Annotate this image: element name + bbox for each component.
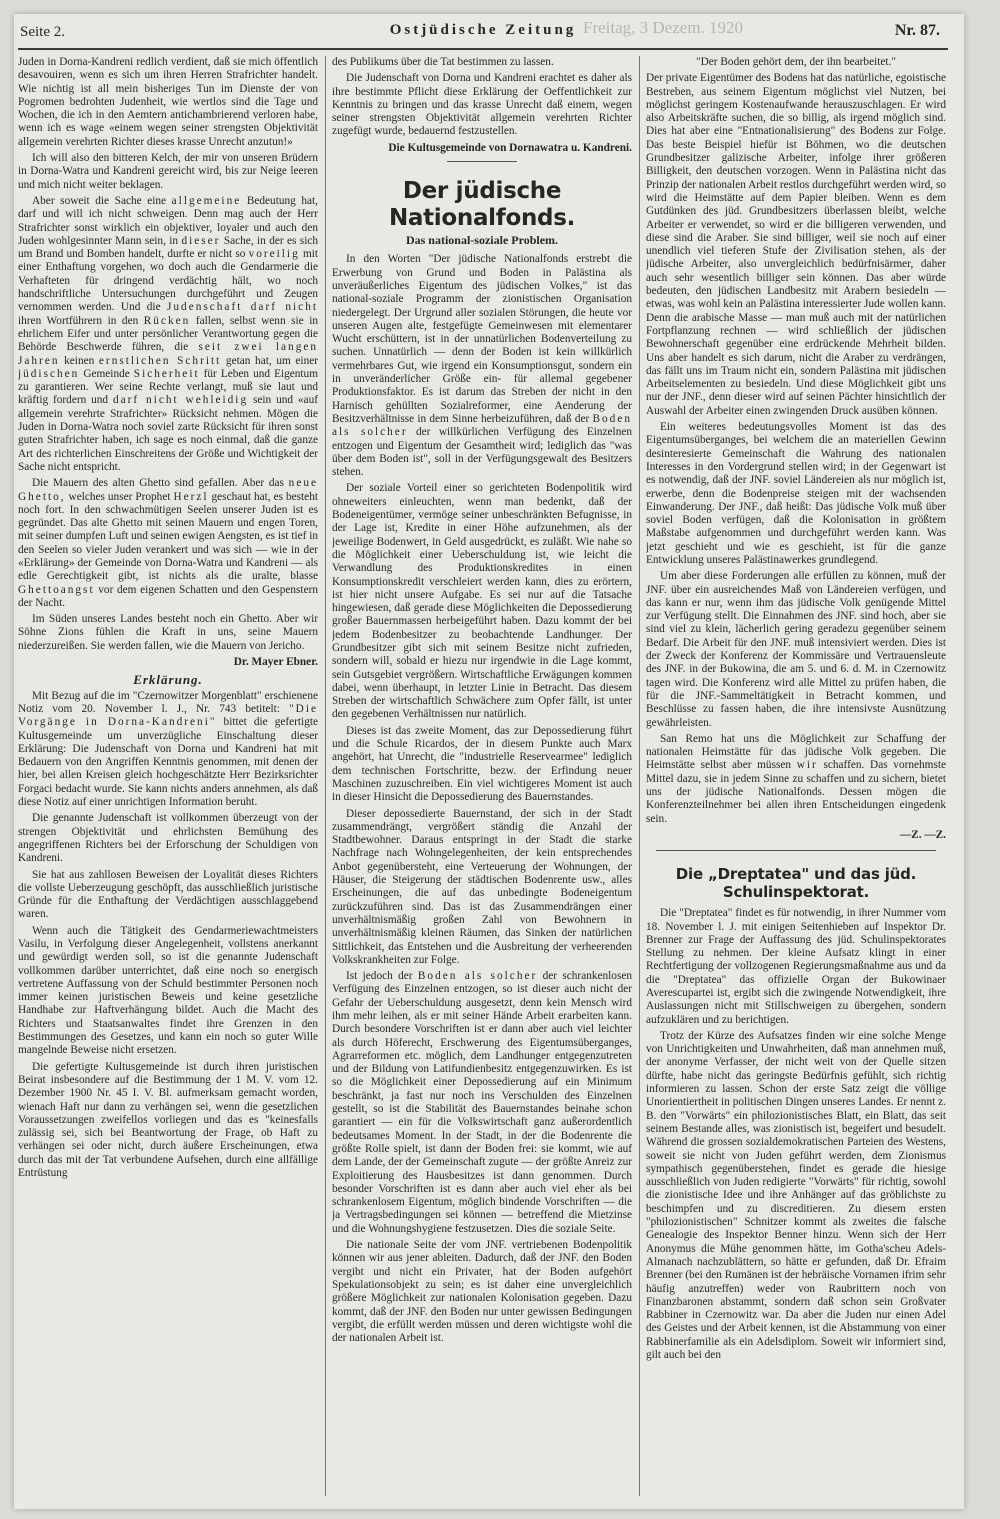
newspaper-page [14, 14, 964, 1509]
column-1 [18, 56, 318, 1496]
divider [447, 161, 517, 162]
column-rule [639, 56, 640, 1496]
paragraph: Die Judenschaft von Dorna und Kandreni erachtet es daher als ihre bestimmte Pflicht diese Erklärung der Oeffentlichkeit zur Kenntnis zu bringen und das krasse Unrecht daß einem, wegen seiner strengsten Objektivität allgemein verehrten Richter zugefügt wurde, bedauernd festzustellen. [332, 72, 632, 138]
section-heading: Erklärung. [133, 672, 203, 688]
article-headline: Der jüdische Nationalfonds. [388, 178, 576, 232]
page-number: Seite 2. [20, 24, 65, 40]
author-signature: —Z. —Z. [899, 828, 946, 841]
paragraph: Dieser depossedierte Bauernstand, der sich in der Stadt zusammendrängt, vergrößert ständig die Anzahl der Stadtbewohner. Daraus entspringt in der Stadt die starke Nachfrage nach Wohngelegenheiten, der kein entsprechendes Anbot gegenübersteht, eine Verteuerung der Wohnungen, der Häuser, die Steigerung der städtischen Bodenrente usw., alles Erscheinungen, die auf das unbedingte Bodeneigentum zurückzuführen sind. Das ist das Zusammendrängen einer unverhältnismäßig großen Zahl von Bewohnern in unverhältnismäßig kleinen Räumen, das Sinken der natürlichen Sittlichkeit, das Entstehen und die Ausbreitung der verheerenden Volkskrankheiten zur Folge. [332, 807, 632, 966]
paragraph: Der private Eigentümer des Bodens hat das natürliche, egoistische Bestreben, aus seinem Eigentum möglichst viel Nutzen, bei möglichst geringem Kostenaufwande herauszuschlagen. Er wird also Arbeitskräfte suchen, die so billig, als irgend möglich sind. Dies hat aber eine "Entnationalisierung" des Bodens zur Folge. Das beste Beispiel hiefür ist Böhmen, wo die deutschen Grundbesitzer galizische Arbeiter, infolge ihrer größeren Billigkeit, den deutschen vorzogen. Wenn in Palästina nicht das Prinzip der nationalen Arbeit restlos durchgeführt werden wird, so wird die Heimstätte auf dem Papier bleiben. Wenn es dem Gutdünken des jüd. Grundbesitzers überlassen bleibt, welche Arbeiter er verwendet, so wird er die billigeren verwenden, und diese sind die Araber. Sie sind billiger, weil sie noch auf einer unendlich viel tieferen Stufe der Zivilisation stehen, als der jüdische Arbeiter, also unvergleichlich bedürfnisärmer, daher auch sehr wesentlich billiger sein können. Das aber würde bedeuten, den jüdischen Landbesitz mit Arabern besiedeln — etwas, was wohl kein an Palästina interessierter Jude wollen kann. Denn die arabische Masse — man muß auch mit der natürlichen Fortpflanzung rechnen — wird schließlich der jüdischen Bewohnerschaft gegenüber eine erdrückende Mehrheit bilden. Uns aber handelt es sich darum, nicht die Araber zu verdrängen, das fällt uns im Traum nicht ein, sondern Palästina mit jüdischen Arbeitselementen zu besiedeln. Und diese Möglichkeit gibt uns nur der JNF., denn dieser wird auf seinen Pächter hinsichtlich der Auswahl der Arbeiter einen zwingenden Druck ausüben können. [646, 72, 946, 417]
paragraph: In den Worten "Der jüdische Nationalfonds erstrebt die Erwerbung von Grund und Boden in Palästina als unveräußerliches Eigentum des jüdischen Volkes," ist das national-soziale Programm der zionistischen Organisation niedergelegt. Der Urgrund aller sozialen Störungen, die heute vor unseren Augen alte, festgefügte Gemeinwesen mit elementarer Wucht erschüttern, ist in der unnatürlichen Bodenverteilung zu suchen. Unnatürlich — denn der Boden ist kein willkürlich vermehrbares Gut, wie irgend ein Konsumptionsgut, sondern ein in unveränderlicher Größe ein- für allemal gegebener Produktionsfaktor. Es ist darum das Streben der nicht in den Harnisch gehüllten Sozialreformer, eine Aenderung der Besitzverhältnisse in dem Sinne herbeizuführen, daß der Boden als solcher der willkürlichen Verfügung des Einzelnen entzogen und Eigentum der Gesamtheit wird; lediglich das "was über dem Boden ist", soll in der Verfügungsgewalt des Besitzers stehen. [332, 253, 632, 479]
article-subheadline: Das national-soziale Problem. [405, 233, 559, 248]
issue-number: Nr. 87. [894, 22, 940, 39]
paragraph: Die gefertigte Kultusgemeinde ist durch ihren juristischen Beirat insbesondere auf die Bestimmung der 1 M. V. vom 12. Dezember 1900 Nr. 45 I. V. Bl. aufmerksam gemacht worden, wienach Haft nur dann zu verhängen sei, wenn die gesetzlichen Voraussetzungen zweifellos vorliegen und das es "keinesfalls zulässig sei, sich bei Beantwortung der Frage, ob Haft zu verhängen sei oder nicht, durch äußere Erscheinungen, etwa durch das mit der Tat verbundene Aufsehen, durch eine allfällige Entrüstung [18, 1060, 318, 1180]
paragraph: Die genannte Judenschaft ist vollkommen überzeugt von der strengen Objektivität und ehrlichsten Bemühung des angegriffenen Richters bei der Erforschung der Schuldigen von Kandreni. [18, 812, 318, 865]
paragraph: Der soziale Vorteil einer so gerichteten Bodenpolitik wird ohneweiters einleuchten, wenn man bedenkt, daß der Bodeneigentümer, vermöge seiner unbeschränkten Befugnisse, in der Lage ist, Kredite in einer Höhe aufzunehmen, als der jeweilige Bodenwert, in Geld ausgedrückt, es zuläßt. Wie nahe so die Möglichkeit einer Ueberschuldung ist, wie leicht die Verwandlung des Produktionskredites in einen Konsumptionskredit verschleiert werden kann, dies zu erörtern, ist hier nicht unsere Aufgabe. Es sei nur auf die Tatsache hingewiesen, daß gerade diese Möglichkeiten die Depossedierung großer Bauernmassen herbeigeführt haben. Dazu kommt der bei jedem Bodenbesitzer zu beobachtende Landhunger. Der Grundbesitzer gibt sich mit seinem Besitze nicht zufrieden, sondern will, sobald er hiezu nur irgendwie in die Lage kommt, sein Gutsgebiet vergrößern. Wirtschaftliche Erwägungen kommen dabei, wenn überhaupt, in letzter Linie in Betracht. Das diesem Streben der wirtschaftlich Schwächere zum Opfer fällt, ist unter den gegebenen Verhältnissen nur natürlich. [332, 482, 632, 721]
author-signature: Dr. Mayer Ebner. [233, 656, 318, 669]
column-2 [332, 56, 632, 1496]
article-headline: Die „Dreptatea" und das jüd. Schulinspektorat. [675, 865, 917, 902]
paragraph: Ist jedoch der Boden als solcher der schrankenlosen Verfügung des Einzelnen entzogen, so ist dieser auch nicht der Gefahr der Ueberschuldung ausgesetzt, denn kein Mensch wird ihm mehr leihen, als er mit seiner Hände Arbeit erarbeiten kann. Durch besondere Vorschriften ist er dann aber auch viel leichter als durch Höferecht, Erschwerung des Eigentumsüberganges, Agrarreformen etc. möglich, dem Landhunger entgegenzutreten und der Bildung von Latifundienbesitz entgegenzuwirken. Es ist so die Möglichkeit einer Depossedierung auf ein Minimum beschränkt, ja fast nur noch ins Verschulden des Einzelnen gestellt, so ist die Stabilität des Bauernstandes beinahe schon garantiert — ein für die Volkswirtschaft ganz außerordentlich bedeutsames Moment. In der Stadt, in der die Bodenrente die größte Rolle spielt, ist dann der Boden frei: sie kommt, wie auf dem Lande, der der Gemeinschaft zugute — der größte Anreiz zur Exploitierung des Hausbesitzes ist dann genommen. Durch besonder Vorschriften ist es dann aber auch viel eher als bei schrankenlosem Eigentum, möglich bindende Vorschriften — die ja Vertragsbedingungen sei können — betreffend die Mietzinse und die Wohnungshygiene festzusetzen. Dies die soziale Seite. [332, 970, 632, 1235]
paragraph: Sie hat aus zahllosen Beweisen der Loyalität dieses Richters die vollste Ueberzeugung geschöpft, das ausschließlich juristische Gründe für die Enthaftung der Verdächtigen ausschlaggebend waren. [18, 868, 318, 921]
paragraph: Die nationale Seite der vom JNF. vertriebenen Bodenpolitik können wir aus jener ableiten. Dadurch, daß der JNF. den Boden vergibt und nicht ein Privater, hat der Boden aufgehört Spekulationsobjekt zu sein; es ist daher eine unvergleichlich größere Möglichkeit zur nationalen Kolonisation gegeben. Dazu kommt, daß der JNF. den Boden nur unter gewissen Bedingungen vergibt, die erfüllt werden müssen und deren wichtigste wohl die der nationalen Arbeit ist. [332, 1239, 632, 1345]
divider [656, 850, 936, 851]
paragraph: Im Süden unseres Landes besteht noch ein Ghetto. Aber wir Söhne Zions fühlen die Kraft in uns, seine Mauern niederzureißen. Sie werden fallen, wie die Mauern von Jericho. [18, 613, 318, 652]
paragraph: Mit Bezug auf die im "Czernowitzer Morgenblatt" erschienene Notiz vom 20. November l. J., Nr. 743 betitelt: "Die Vorgänge in Dorna-Kandreni" bittet die gefertigte Kultusgemeinde um unverzügliche Einschaltung dieser Erklärung: Die Judenschaft von Dorna und Kandreni hat mit Bedauern von den Angriffen Kenntnis genommen, mit denen der hier, bei allen Kreisen gleich hochgeschätzte Herr Bezirksrichter Forgaci bedacht wurde. Sie kann nichts anders annehmen, als daß diese Notiz auf einer unrichtigen Information beruht. [18, 689, 318, 809]
paragraph: Um aber diese Forderungen alle erfüllen zu können, muß der JNF. über ein ausreichendes Maß von Ländereien verfügen, und das kann er nur, wenn ihm das jüdische Volk genügende Mittel zur Verfügung stellt. Die Einnahmen des JNF. sind hoch, aber sie sind viel zu klein, lächerlich gering geradezu gegenüber seinem Bedarf. Die Arbeit für den JNF. muß intensiviert werden. Dies ist der Zweck der Konferenz der Kommissäre und Vertrauensleute des JNF. in der Bukowina, die am 5. und 6. d. M. in Czernowitz tagen wird. Die Konferenz wird alle Mittel zu prüfen haben, die für die JNF.-Sammeltätigkeit in Betracht kommen, und Beschlüsse zu fassen haben, die ihre intensivste Ausnützung gewährleisten. [646, 570, 946, 729]
paragraph: Die "Dreptatea" findet es für notwendig, in ihrer Nummer vom 18. November l. J. mit einigen Seitenhieben auf Inspektor Dr. Brenner zur Frage der Auffassung des jüd. Schulinspektorates Stellung zu nehmen. Der kleine Aufsatz klingt in einer Rechtfertigung der vollzogenen Regierungsmaßnahme aus und da die "Dreptatea" das offizielle Organ der Bukowinaer Averescupartei ist, ergibt sich die zwingende Notwendigkeit, ihre Auslassungen nicht mit Stillschweigen zu übergehen, sondern aufzuklären und zu berichtigen. [646, 907, 946, 1026]
signature: Die Kultusgemeinde von Dornawatra u. Kandreni. [388, 141, 632, 154]
paper-title: Ostjüdische Zeitung [389, 22, 577, 38]
paragraph: Die Mauern des alten Ghetto sind gefallen. Aber das neue Ghetto, welches unser Prophet Herzl geschaut hat, es besteht noch fort. In den schwachmütigen Seelen unserer Juden ist es gegründet. Das alte Ghetto mit seinen Mauern und engen Toren, mit seiner dumpfen Luft und seinen ewigen Aengsten, es ist tief in den Seelen so vieler Juden verankert und was sich — wie in der «Erklärung» der Gemeinde von Dorna-Watra und Kandreni — als edle Gerechtigkeit gibt, ist nichts als die uralte, blasse Ghettoangst vor dem eigenen Schatten und den Gespenstern der Nacht. [18, 477, 318, 609]
paragraph: San Remo hat uns die Möglichkeit zur Schaffung der nationalen Heimstätte für das jüdische Volk gegeben. Die Heimstätte selbst aber müssen wir schaffen. Das vornehmste Mittel dazu, sie in jedem Sinne zu schaffen und zu sichern, bietet uns der jüdische Nationalfonds. Dessen mögen die Konferenzteilnehmer bei allen ihren Entscheidungen eingedenk sein. [646, 732, 946, 825]
paragraph: Ich will also den bitteren Kelch, der mir von unseren Brüdern in Dorna-Watra und Kandreni gereicht wird, bis zur Neige leeren und mich nicht weiter beklagen. [18, 152, 318, 191]
masthead [18, 18, 948, 50]
quote: "Der Boden gehört dem, der ihn bearbeitet." [696, 56, 896, 68]
paragraph: Juden in Dorna-Kandreni redlich verdient, daß sie mich öffentlich desavouiren, wenn es sich um ihren Herren Strafrichter handelt. Wie nichtig ist all mein bisheriges Tun im Dienste der von Pogromen bedrohten Judenheit, wie wertlos sind die Tage und Wochen, die ich in den Aemtern antichambrierend verloren habe, wenn ich es wage «einem wegen seiner strengsten Objektivität allgemein verehrten Richter dieses krasse Unrecht anzutun!» [18, 56, 318, 148]
paragraph: Aber soweit die Sache eine allgemeine Bedeutung hat, darf und will ich nicht schweigen. Denn mag auch der Herr Strafrichter sonst wirklich ein objektiver, loyaler und auch den Juden wohlgesinnter Mann sein, in dieser Sache, in der es sich um Brand und Bomben handelt, durfte er nicht so voreilig mit einer Enthaftung vorgehen, wo doch auch die Gendarmerie die Verhafteten für dringend verdächtig hält, wo noch handschriftliche Untersuchungen durchgeführt und Zeugen vernommen werden. Und die Judenschaft darf nicht ihren Wortführern in den Rücken fallen, selbst wenn sie in ehrlichem Eifer und unter persönlicher Verantwortung gegen die Behörde Beschwerde führen, die seit zwei langen Jahren keinen ernstlichen Schritt getan hat, um einer jüdischen Gemeinde Sicherheit für Leben und Eigentum zu garantieren. Wer seine Rechte verlangt, muß sie laut und kräftig fordern und darf nicht wehleidig sein und «auf allgemein verehrte Strafrichter» Rücksicht nehmen. Mögen die Juden in Dorna-Watra noch soviel zarte Rücksicht für ihren sonst guten Strafrichter haben, ich sage es noch einmal, daß die ganze Art des richterlichen Einschreitens der Größe und Wichtigkeit der Sache nicht entspricht. [18, 194, 318, 473]
paragraph: des Publikums über die Tat bestimmen zu lassen. [332, 56, 554, 68]
column-rule [325, 56, 326, 1496]
column-3 [646, 56, 946, 1496]
paragraph: Trotz der Kürze des Aufsatzes finden wir eine solche Menge von Unrichtigkeiten und Unwahrheiten, daß man annehmen muß, der anonyme Verfasser, der nicht weit von der Quelle sitzen dürfte, habe nicht das geringste Bedürfnis gefühlt, sich richtig informieren zu lassen. Schon der erste Satz zeigt die völlige Unorientiertheit in politischen Dingen unseres Landes. Er nennt z. B. den "Vorwärts" ein philozionistisches Blatt, ein Blatt, das seit seinem Bestande alles, was zionistisch ist, begeifert und besudelt. Während die grossen sozialdemokratischen Parteien des Westens, soweit sie nicht von Juden geführt werden, dem Zionismus sympathisch gegenüberstehen, findet es gerade die hiesige ausschließlich von Juden redigierte "Vorwärts" für richtig, sowohl die zionistische Idee und ihre Anhänger auf das gröblichste zu beschimpfen und zu discreditieren. Zu diesem ersten "philozionistischen" Schnitzer kommt als zweites die falsche Genealogie des Inspektor Benner hinzu. Wenn sich der Herr Anonymus die Mühe genommen hätte, im Gotha'scheu Adels-Almanach nachzublättern, so hätte er gefunden, daß Dr. Efraim Brenner (bei den Rumänen ist der hebräische Vornamen ifrim sehr häufig anzutreffen) weder von Raubrittern noch von Finanzbaronen abstammt, sondern daß schon sein Großvater Rabbiner in Czernowitz war. Da aber die Juden nur einen Adel des Geistes und der Arbeit kennen, ist die Abstammung von einer Rabbinerfamilie als ein Adelsdiplom. Soweit wir informiert sind, gilt auch bei den [646, 1029, 946, 1362]
bleed-through-text: Freitag, 3 Dezem. 1920 [583, 18, 744, 37]
paragraph: Ein weiteres bedeutungsvolles Moment ist das des Eigentumsüberganges, bei welchem die an materiellen Gewinn desinteresierte Gemeinschaft die Wahrung des nationalen Interesses in den Vordergrund stellen wird; in der Gegenwart ist es notwendig, daß der JNF. soviel Ländereien als nur möglich ist, erwerbe, denn die Bodenpreise steigen mit der wachsenden Einwanderung. Der JNF., daß heißt: Das jüdische Volk muß über soviel Boden verfügen, daß die Kolonisation in größtem Maßstabe aufgenommen und durchgeführt werden kann. Was jetzt geschieht und wie es geschieht, ist für die ganze Entwicklung unseres Palästinawerkes grundlegend. [646, 421, 946, 566]
paragraph: Wenn auch die Tätigkeit des Gendarmeriewachtmeisters Vasilu, in Verfolgung dieser Angelegenheit, vollstens anerkannt und gewürdigt werden soll, so ist die genannte Judenschaft vollkommen darüber unterrichtet, daß eine noch so energisch vertretene Auffassung von der Schuld bestimmter Personen noch immer keinen juristischen Beweis und keine gesetzliche Handhabe zur Haftverhängung bildet. Auch die Macht des Richters und Staatsanwaltes findet ihre Grenzen in den Bestimmungen des Gesetzes, und kann ein noch so guter Wille mangelnde Beweise nicht ersetzen. [18, 924, 318, 1057]
paragraph: Dieses ist das zweite Moment, das zur Depossedierung führt und die Schule Ricardos, der in diesem Punkte auch Marx angehört, hat Unrecht, die "industrielle Reservearmee" lediglich dem technischen Fortschritte, bezw. der Erfindung neuer Maschinen zuzuschreiben. Ein viel wichtigeres Moment ist auch in dieser Hinsicht die Depossedierung des Bauernstandes. [332, 724, 632, 804]
